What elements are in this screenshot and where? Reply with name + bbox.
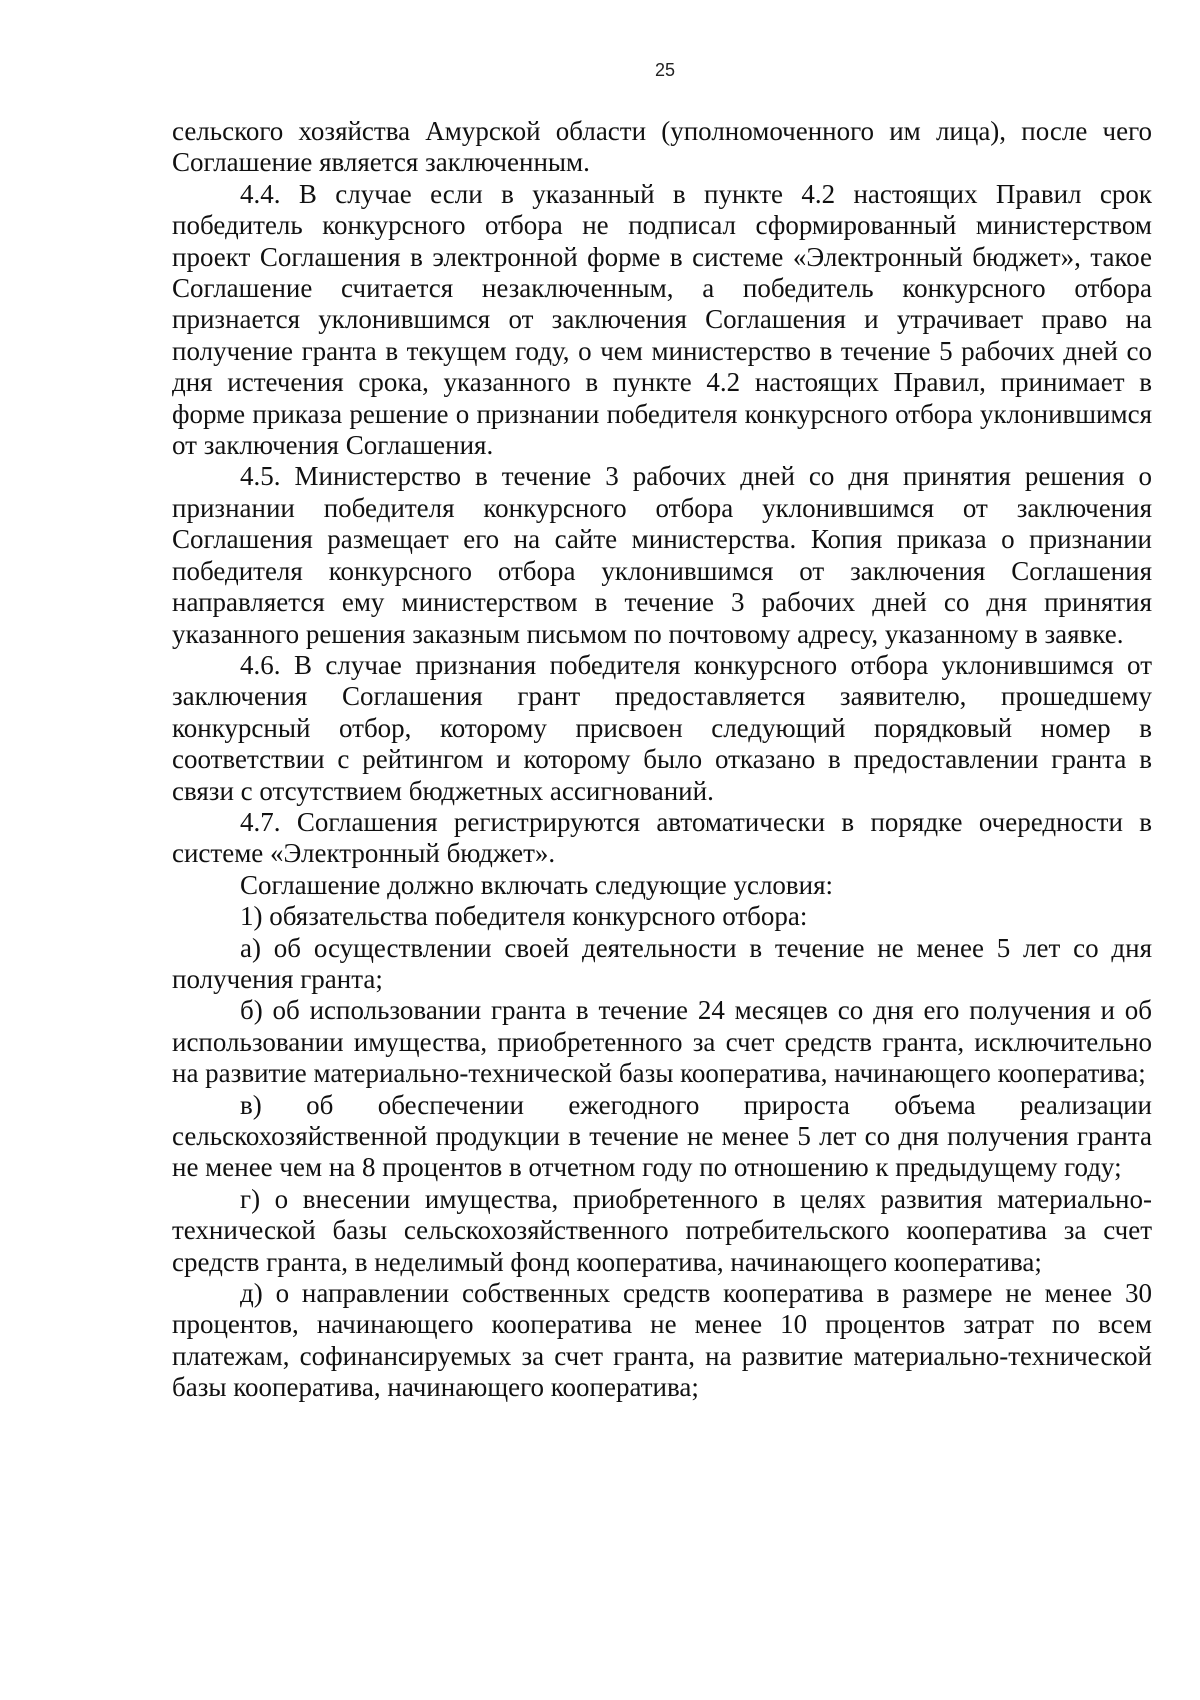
list-item-d: д) о направлении собственных средств кооператива в размере не менее 30 процентов, начинающего кооператива не менее 10 процентов затрат по всем платежам, софинансируемых за счет гранта, на развитие материально-технической базы кооператива, начинающего кооператива; [172, 1278, 1152, 1403]
paragraph-4-7: 4.7. Соглашения регистрируются автоматически в порядке очередности в системе «Электронный бюджет». [172, 806, 1152, 869]
paragraph-4-6: 4.6. В случае признания победителя конкурсного отбора уклонившимся от заключения Соглашения грант предоставляется заявителю, прошедшему конкурсный отбор, которому присвоен следующий порядковый номер в соответствии с рейтингом и которому было отказано в предоставлении гранта в связи с отсутствием бюджетных ассигнований. [172, 649, 1152, 806]
paragraph-4-4: 4.4. В случае если в указанный в пункте 4.2 настоящих Правил срок победитель конкурсного отбора не подписал сформированный министерством проект Соглашения в электронной форме в системе «Электронный бюджет», такое Соглашение считается незаключенным, а победитель конкурсного отбора признается уклонившимся от заключения Соглашения и утрачивает право на получение гранта в текущем году, о чем министерство в течение 5 рабочих дней со дня истечения срока, указанного в пункте 4.2 настоящих Правил, принимает в форме приказа решение о признании победителя конкурсного отбора уклонившимся от заключения Соглашения. [172, 178, 1152, 461]
list-item-g: г) о внесении имущества, приобретенного в целях развития материально-технической базы сельскохозяйственного потребительского кооператива за счет средств гранта, в неделимый фонд кооператива, начинающего кооператива; [172, 1183, 1152, 1277]
document-body [172, 116, 1152, 1404]
paragraph-conditions-intro: Соглашение должно включать следующие условия: [240, 869, 834, 900]
paragraph-4-5: 4.5. Министерство в течение 3 рабочих дней со дня принятия решения о признании победителя конкурсного отбора уклонившимся от заключения Соглашения размещает его на сайте министерства. Копия приказа о признании победителя конкурсного отбора уклонившимся от заключения Соглашения направляется ему министерством в течение 3 рабочих дней со дня принятия указанного решения заказным письмом по почтовому адресу, указанному в заявке. [172, 461, 1152, 649]
list-item-1: 1) обязательства победителя конкурсного отбора: [240, 901, 808, 932]
list-item-v: в) об обеспечении ежегодного прироста объема реализации сельскохозяйственной продукции в течение не менее 5 лет со дня получения гранта не менее чем на 8 процентов в отчетном году по отношению к предыдущему году; [172, 1089, 1152, 1183]
list-item-a: а) об осуществлении своей деятельности в течение не менее 5 лет со дня получения гранта; [172, 932, 1152, 994]
paragraph-continuation: сельского хозяйства Амурской области (уполномоченного им лица), после чего Соглашение является заключенным. [172, 116, 1152, 178]
page-number: 25 [654, 60, 676, 80]
list-item-b: б) об использовании гранта в течение 24 месяцев со дня его получения и об использовании имущества, приобретенного за счет средств гранта, исключительно на развитие материально-технической базы кооператива, начинающего кооператива; [172, 995, 1152, 1089]
